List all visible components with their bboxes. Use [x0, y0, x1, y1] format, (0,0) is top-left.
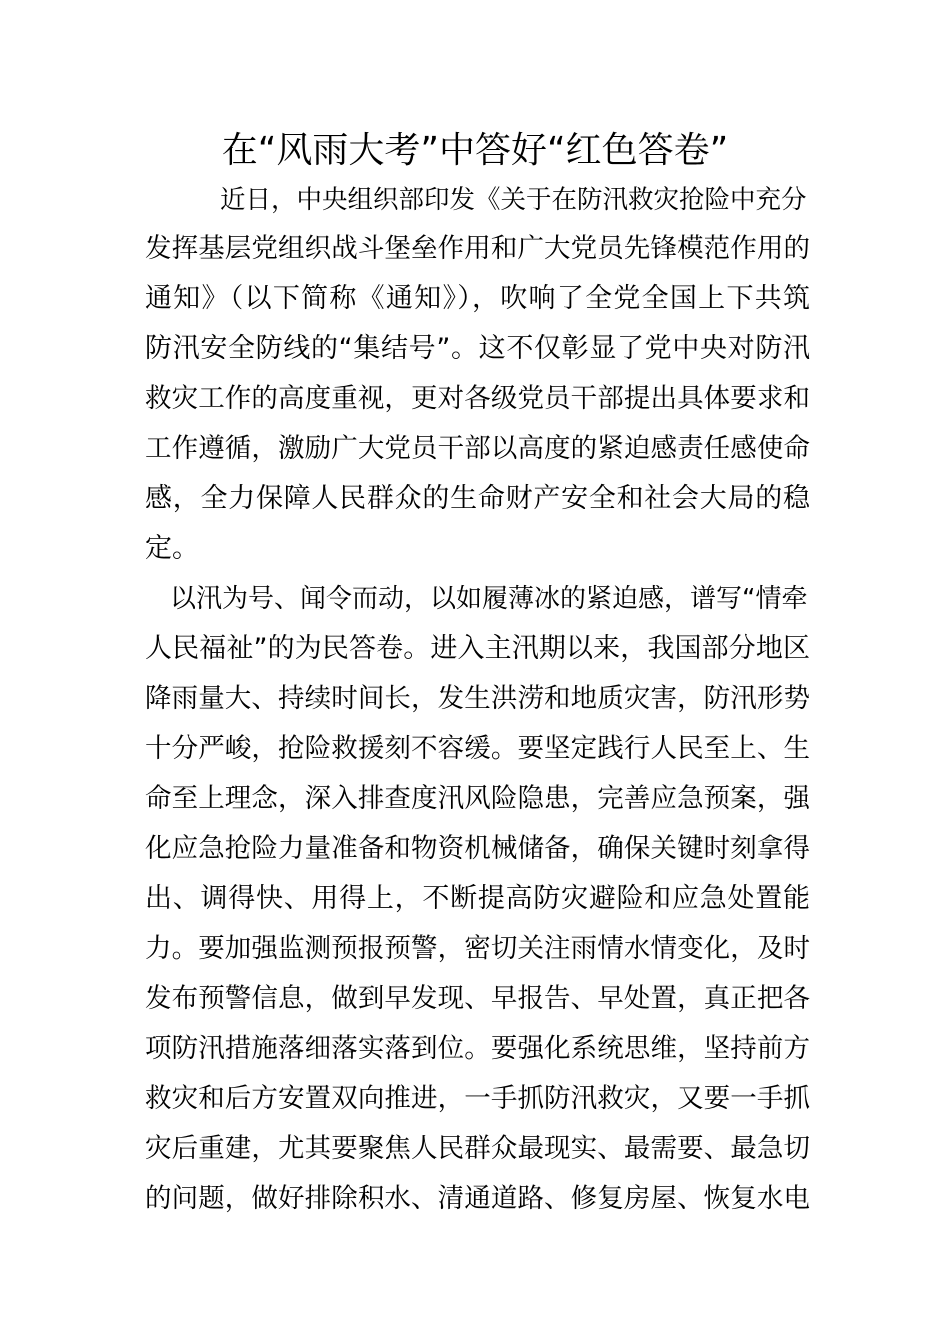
paragraph-1-line-6: 工作遵循，激励广大党员干部以高度的紧迫感责任感使命	[145, 433, 810, 464]
paragraph-1-line-8: 定。	[145, 533, 199, 564]
paragraph-2-line-11: 救灾和后方安置双向推进，一手抓防汛救灾，又要一手抓	[145, 1083, 810, 1114]
paragraph-2-line-8: 力。要加强监测预报预警，密切关注雨情水情变化，及时	[145, 933, 810, 964]
paragraph-1-line-4: 防汛安全防线的“集结号”。这不仅彰显了党中央对防汛	[145, 333, 810, 364]
paragraph-2-line-7: 出、调得快、用得上，不断提高防灾避险和应急处置能	[145, 883, 810, 914]
paragraph-1-line-7: 感，全力保障人民群众的生命财产安全和社会大局的稳	[145, 483, 810, 514]
paragraph-1-line-2: 发挥基层党组织战斗堡垒作用和广大党员先锋模范作用的	[145, 233, 810, 264]
paragraph-2-line-12: 灾后重建，尤其要聚焦人民群众最现实、最需要、最急切	[145, 1133, 810, 1164]
document-title: 在“风雨大考”中答好“红色答卷”	[221, 130, 729, 171]
paragraph-2-line-2: 人民福祉”的为民答卷。进入主汛期以来，我国部分地区	[145, 633, 810, 664]
paragraph-2-line-4: 十分严峻，抢险救援刻不容缓。要坚定践行人民至上、生	[145, 733, 810, 764]
paragraph-2-line-13: 的问题，做好排除积水、清通道路、修复房屋、恢复水电	[145, 1183, 810, 1214]
paragraph-2-line-5: 命至上理念，深入排查度汛风险隐患，完善应急预案，强	[145, 783, 810, 814]
paragraph-1-line-3: 通知》（以下简称《通知》），吹响了全党全国上下共筑	[145, 283, 810, 314]
paragraph-2-line-1: 以汛为号、闻令而动，以如履薄冰的紧迫感，谱写“情牵	[170, 584, 808, 614]
paragraph-2-line-9: 发布预警信息，做到早发现、早报告、早处置，真正把各	[145, 983, 810, 1014]
paragraph-1-line-5: 救灾工作的高度重视，更对各级党员干部提出具体要求和	[145, 383, 810, 414]
paragraph-2-line-6: 化应急抢险力量准备和物资机械储备，确保关键时刻拿得	[145, 833, 810, 864]
paragraph-2-line-3: 降雨量大、持续时间长，发生洪涝和地质灾害，防汛形势	[145, 683, 810, 714]
paragraph-1-line-1: 近日，中央组织部印发《关于在防汛救灾抢险中充分	[220, 185, 807, 215]
paragraph-2-line-10: 项防汛措施落细落实落到位。要强化系统思维，坚持前方	[145, 1033, 810, 1064]
